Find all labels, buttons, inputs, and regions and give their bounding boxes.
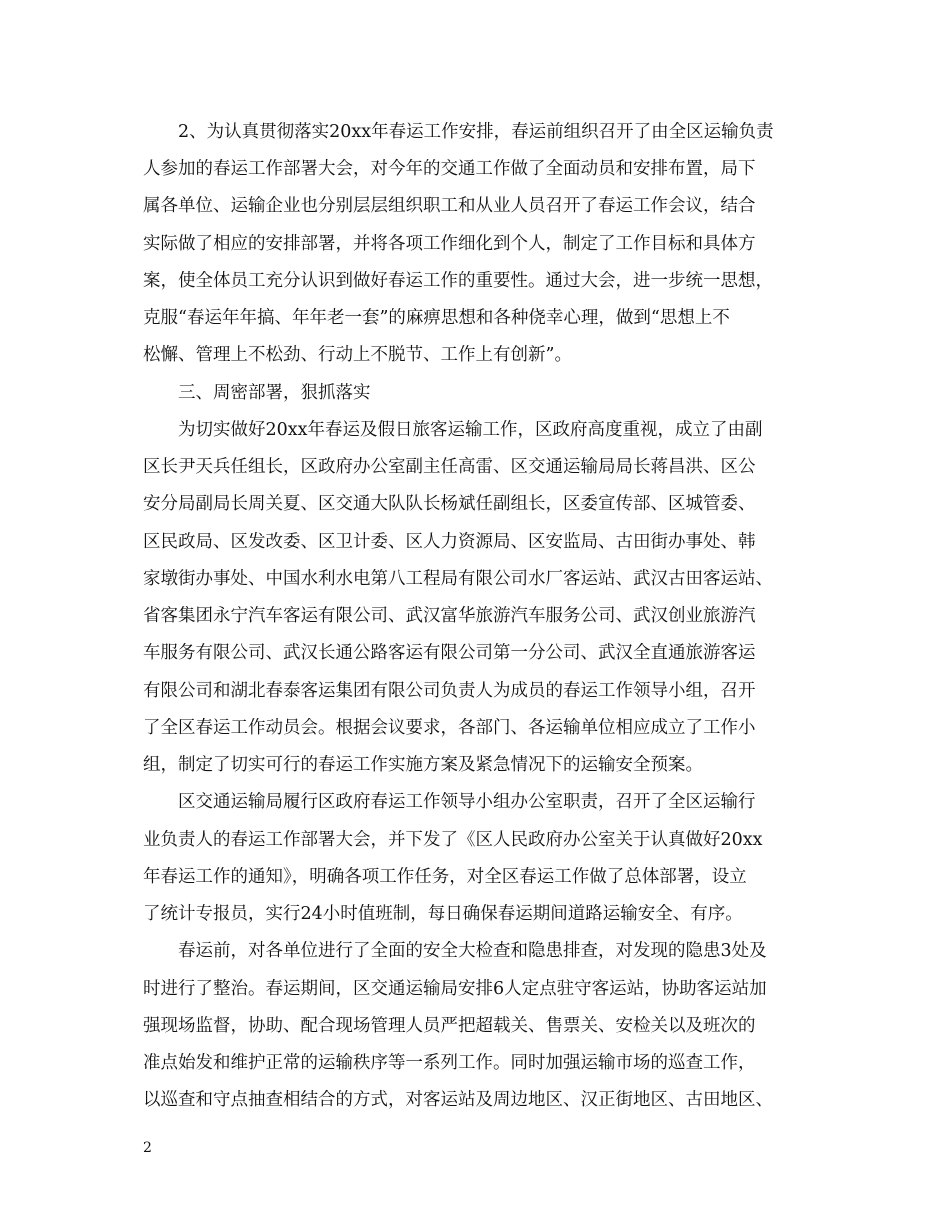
text-line: 克服“春运年年搞、年年老一套”的麻痹思想和各种侥幸心理，做到“思想上不 <box>143 308 730 328</box>
text-line: 区长尹天兵任组长，区政府办公室副主任高雷、区交通运输局局长蒋昌洪、区公 <box>143 457 756 477</box>
text-line: 人参加的春运工作部署大会，对今年的交通工作做了全面动员和安排布置，局下 <box>143 159 756 179</box>
text-line: 强现场监督，协助、配合现场管理人员严把超载关、售票关、安检关以及班次的 <box>143 1016 756 1036</box>
text-line: 准点始发和维护正常的运输秩序等一系列工作。同时加强运输市场的巡查工作， <box>143 1053 756 1073</box>
text-line: 有限公司和湖北春泰客运集团有限公司负责人为成员的春运工作领导小组，召开 <box>143 681 756 701</box>
text-line: 区交通运输局履行区政府春运工作领导小组办公室职责，召开了全区运输行 <box>178 792 756 812</box>
text-line: 松懈、管理上不松劲、行动上不脱节、工作上有创新”。 <box>143 345 572 365</box>
text-line: 了统计专报员，实行24小时值班制，每日确保春运期间道路运输安全、有序。 <box>143 904 743 924</box>
text-line: 实际做了相应的安排部署，并将各项工作细化到个人，制定了工作目标和具体方 <box>143 234 756 254</box>
text-line: 2、为认真贯彻落实20xx年春运工作安排，春运前组织召开了由全区运输负责 <box>178 122 774 142</box>
text-line: 车服务有限公司、武汉长通公路客运有限公司第一分公司、武汉全直通旅游客运 <box>143 643 756 663</box>
section-heading: 三、周密部署，狠抓落实 <box>178 383 371 403</box>
text-line: 为切实做好20xx年春运及假日旅客运输工作，区政府高度重视，成立了由副 <box>178 420 763 440</box>
text-line: 家墩街办事处、中国水利水电第八工程局有限公司水厂客运站、武汉古田客运站、 <box>143 569 773 589</box>
text-line: 了全区春运工作动员会。根据会议要求，各部门、各运输单位相应成立了工作小 <box>143 718 756 738</box>
text-line: 时进行了整治。春运期间，区交通运输局安排6人定点驻守客运站，协助客运站加 <box>143 979 767 999</box>
text-line: 安分局副局长周关夏、区交通大队队长杨斌任副组长，区委宣传部、区城管委、 <box>143 494 756 514</box>
text-line: 业负责人的春运工作部署大会，并下发了《区人民政府办公室关于认真做好20xx <box>143 830 763 850</box>
text-line: 属各单位、运输企业也分别层层组织职工和从业人员召开了春运工作会议，结合 <box>143 196 756 216</box>
text-line: 组，制定了切实可行的春运工作实施方案及紧急情况下的运输安全预案。 <box>143 755 703 775</box>
text-line: 区民政局、区发改委、区卫计委、区人力资源局、区安监局、古田街办事处、韩 <box>143 532 756 552</box>
text-line: 案，使全体员工充分认识到做好春运工作的重要性。通过大会，进一步统一思想， <box>143 271 773 291</box>
text-line: 春运前，对各单位进行了全面的安全大检查和隐患排查，对发现的隐患3处及 <box>178 941 767 961</box>
text-line: 省客集团永宁汽车客运有限公司、武汉富华旅游汽车服务公司、武汉创业旅游汽 <box>143 606 756 626</box>
page-number: 2 <box>143 1140 152 1156</box>
text-line: 年春运工作的通知》，明确各项工作任务，对全区春运工作做了总体部署，设立 <box>143 867 747 887</box>
text-line: 以巡查和守点抽查相结合的方式，对客运站及周边地区、汉正街地区、古田地区、 <box>143 1090 773 1110</box>
